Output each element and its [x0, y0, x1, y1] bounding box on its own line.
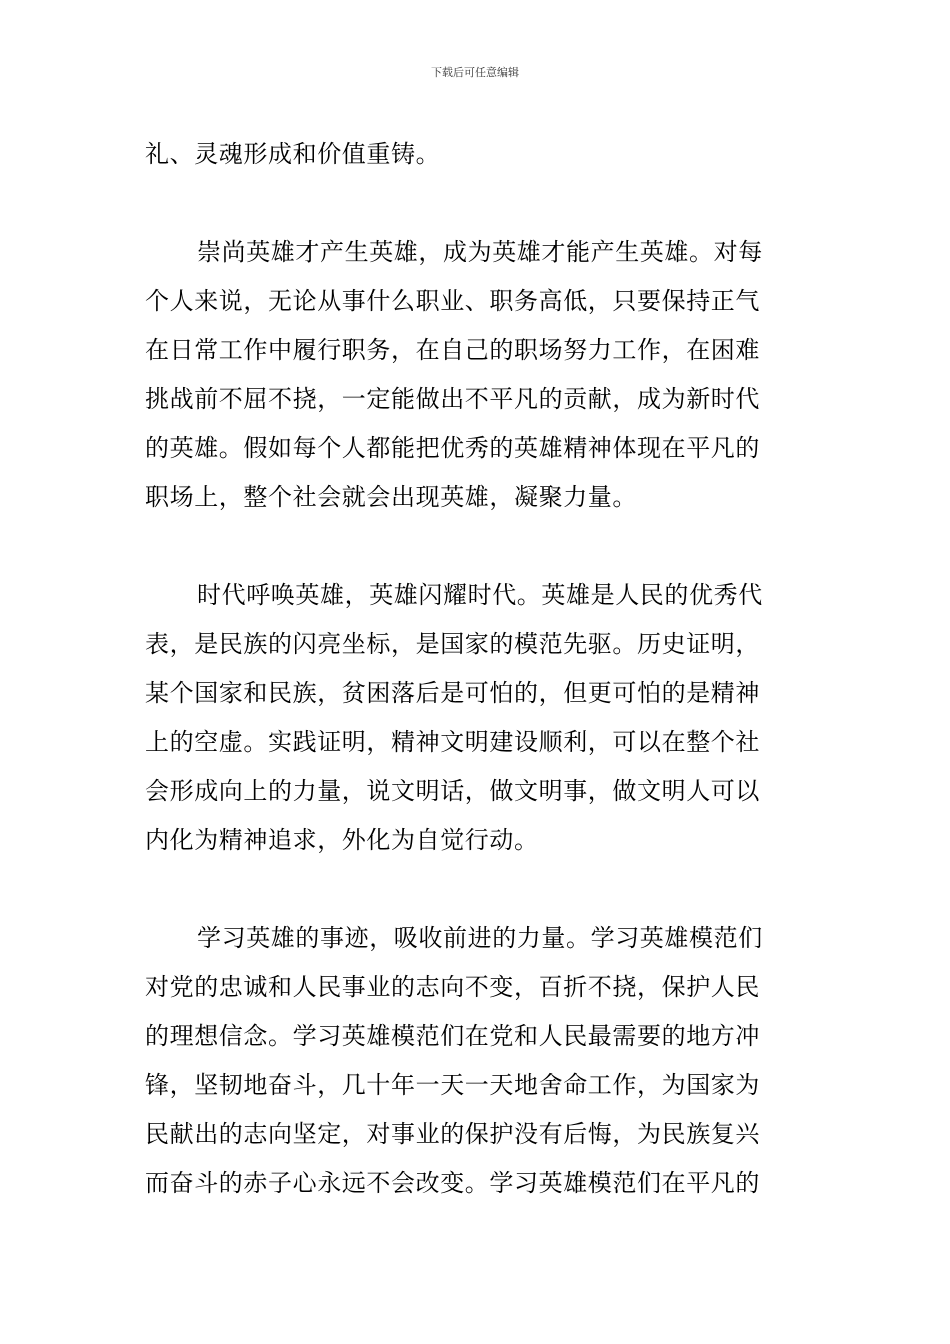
paragraph-line: 某个国家和民族，贫困落后是可怕的，但更可怕的是精神	[145, 679, 760, 707]
paragraph-line: 表，是民族的闪亮坐标，是国家的模范先驱。历史证明，	[145, 630, 760, 658]
paragraph-line: 职场上，整个社会就会出现英雄，凝聚力量。	[145, 483, 637, 511]
paragraph-line: 崇尚英雄才产生英雄，成为英雄才能产生英雄。对每	[197, 238, 763, 266]
paragraph-line: 在日常工作中履行职务，在自己的职场努力工作，在困难	[145, 336, 760, 364]
paragraph-line: 而奋斗的赤子心永远不会改变。学习英雄模范们在平凡的	[145, 1169, 760, 1197]
paragraph-line: 的英雄。假如每个人都能把优秀的英雄精神体现在平凡的	[145, 434, 760, 462]
paragraph-line: 内化为精神追求，外化为自觉行动。	[145, 826, 539, 854]
paragraph-line: 对党的忠诚和人民事业的志向不变，百折不挠，保护人民	[145, 973, 760, 1001]
paragraph-line: 锋，坚韧地奋斗，几十年一天一天地舍命工作，为国家为	[145, 1071, 760, 1099]
paragraph-line: 民献出的志向坚定，对事业的保护没有后悔，为民族复兴	[145, 1120, 760, 1148]
paragraph-gap	[145, 865, 810, 914]
paragraph-line: 的理想信念。学习英雄模范们在党和人民最需要的地方冲	[145, 1022, 760, 1050]
paragraph-line: 礼、灵魂形成和价值重铸。	[145, 140, 441, 168]
document-body	[145, 130, 810, 1208]
paragraph-gap	[145, 522, 810, 571]
page-header: 下载后可任意编辑	[431, 66, 519, 79]
paragraph-line: 会形成向上的力量，说文明话，做文明事，做文明人可以	[145, 777, 760, 805]
paragraph-line: 学习英雄的事迹，吸收前进的力量。学习英雄模范们	[197, 924, 763, 952]
paragraph-line: 时代呼唤英雄，英雄闪耀时代。英雄是人民的优秀代	[197, 581, 763, 609]
paragraph-line: 上的空虚。实践证明，精神文明建设顺利，可以在整个社	[145, 728, 760, 756]
paragraph-line: 个人来说，无论从事什么职业、职务高低，只要保持正气	[145, 287, 760, 315]
paragraph-line: 挑战前不屈不挠，一定能做出不平凡的贡献，成为新时代	[145, 385, 760, 413]
paragraph-gap	[145, 179, 810, 228]
